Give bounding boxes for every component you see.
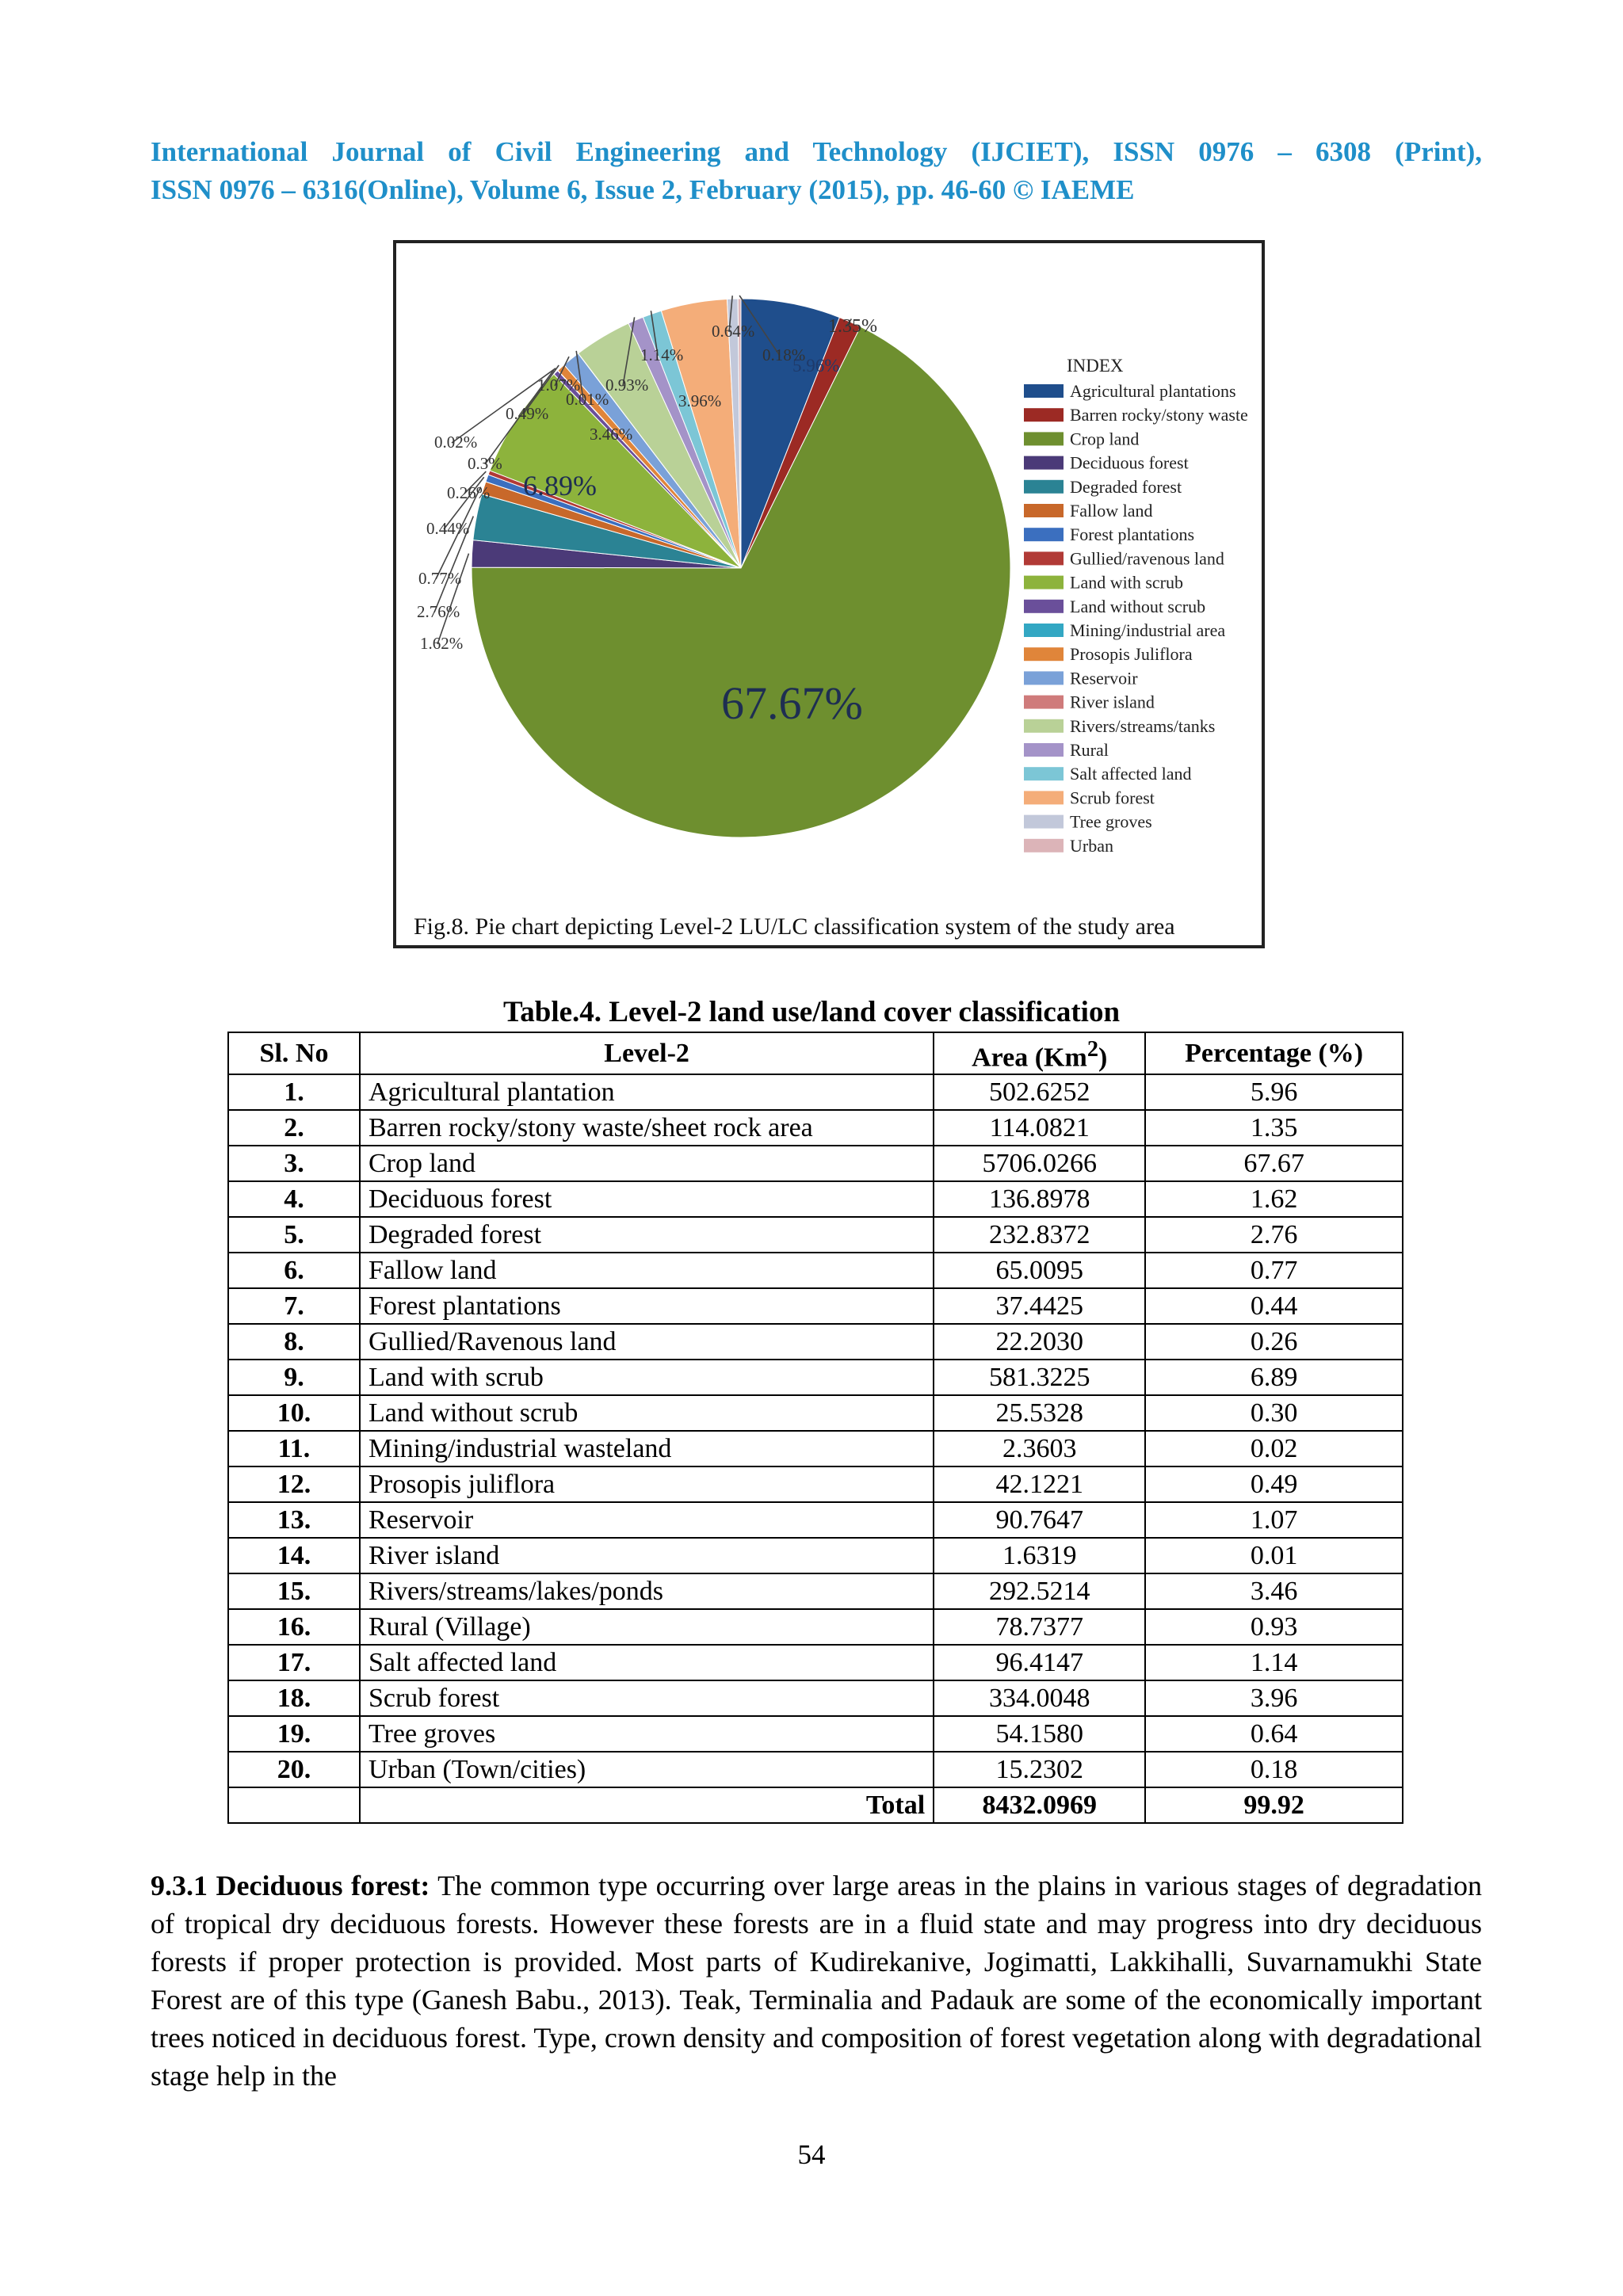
table-row (228, 1680, 1403, 1716)
cell-name: Salt affected land (360, 1645, 934, 1680)
cell-name: Agricultural plantation (360, 1074, 934, 1110)
header-area-text: Area (Km (972, 1043, 1087, 1073)
total-label: Total (360, 1787, 934, 1823)
cell-area: 54.1580 (934, 1716, 1145, 1752)
table-row (228, 1538, 1403, 1573)
total-area: 8432.0969 (934, 1787, 1145, 1823)
cell-name: River island (360, 1538, 934, 1573)
cell-name: Land without scrub (360, 1395, 934, 1431)
paragraph-text: The common type occurring over large areas in the plains in various stages of degradation of tropical dry deciduous forests. However these forests are in a fluid state and may progress into dry deciduous forests if proper protection is provided. Most parts of Kudirekanive, Jogimatti, Lakkihalli, Suvarnamukhi State Forest are of this type (Ganesh Babu., 2013). Teak, Terminalia and Padauk are some of the economically important trees noticed in deciduous forest. Type, crown density and composition of forest vegetation along with degradational stage help in the (151, 1870, 1483, 2092)
cell-name: Rural (Village) (360, 1609, 934, 1645)
cell-area: 22.2030 (934, 1324, 1145, 1360)
legend-swatch-mining-industrial-area (1024, 624, 1064, 637)
legend-label-mining-industrial-area: Mining/industrial area (1070, 620, 1226, 640)
body-paragraph (151, 1867, 1482, 2095)
header-percentage: Percentage (%) (1145, 1032, 1403, 1074)
cell-no: 11. (228, 1431, 360, 1466)
legend-swatch-gullied-ravenous-land (1024, 551, 1064, 565)
cell-no: 20. (228, 1752, 360, 1787)
slice-label-deciduous-forest: 1.62% (420, 634, 464, 653)
section-heading: 9.3.1 Deciduous forest: (151, 1870, 430, 1901)
legend-swatch-land-with-scrub (1024, 576, 1064, 589)
cell-name: Forest plantations (360, 1288, 934, 1324)
legend-label-deciduous-forest: Deciduous forest (1070, 452, 1189, 473)
cell-no: 4. (228, 1181, 360, 1217)
table-row (228, 1181, 1403, 1217)
cell-no: 15. (228, 1573, 360, 1609)
legend-label-urban: Urban (1070, 835, 1113, 856)
legend-label-river-island: River island (1070, 692, 1155, 712)
cell-pct: 0.30 (1145, 1395, 1403, 1431)
cell-no: 14. (228, 1538, 360, 1573)
slice-label-urban: 0.18% (762, 345, 806, 364)
legend-label-prosopis-juliflora: Prosopis Juliflora (1070, 644, 1193, 665)
cell-area: 15.2302 (934, 1752, 1145, 1787)
header-area-superscript: 2 (1086, 1037, 1098, 1062)
cell-no: 16. (228, 1609, 360, 1645)
slice-label-river-island: 0.01% (566, 390, 609, 409)
cell-pct: 1.35 (1145, 1110, 1403, 1146)
slice-label-scrub-forest: 3.96% (678, 391, 722, 410)
table-row (228, 1324, 1403, 1360)
cell-name: Urban (Town/cities) (360, 1752, 934, 1787)
cell-no: 7. (228, 1288, 360, 1324)
journal-header-line-1: International Journal of Civil Engineering and Technology (IJCIET), ISSN 0976 – 6308 (Print), (151, 136, 1482, 167)
cell-name: Degraded forest (360, 1217, 934, 1253)
cell-area: 37.4425 (934, 1288, 1145, 1324)
cell-area: 502.6252 (934, 1074, 1145, 1110)
journal-header-line-2: ISSN 0976 – 6316(Online), Volume 6, Issue 2, February (2015), pp. 46-60 © IAEME (151, 174, 1135, 205)
cell-no: 19. (228, 1716, 360, 1752)
header-level-2: Level-2 (360, 1032, 934, 1074)
cell-pct: 5.96 (1145, 1074, 1403, 1110)
slice-label-barren-rocky-stony-waste: 1.35% (828, 316, 877, 337)
cell-pct: 0.18 (1145, 1752, 1403, 1787)
table-row (228, 1395, 1403, 1431)
cell-no: 8. (228, 1324, 360, 1360)
slice-label-tree-groves: 0.64% (712, 322, 755, 341)
cell-area: 5706.0266 (934, 1146, 1145, 1181)
cell-no: 10. (228, 1395, 360, 1431)
table-row (228, 1146, 1403, 1181)
table-row (228, 1253, 1403, 1288)
legend-swatch-degraded-forest (1024, 480, 1064, 494)
cell-name: Scrub forest (360, 1680, 934, 1716)
legend-label-land-with-scrub: Land with scrub (1070, 572, 1183, 593)
cell-no: 2. (228, 1110, 360, 1146)
table-row (228, 1217, 1403, 1253)
cell-pct: 1.62 (1145, 1181, 1403, 1217)
cell-pct: 0.01 (1145, 1538, 1403, 1573)
header-sl-no: Sl. No (228, 1032, 360, 1074)
legend-swatch-tree-groves (1024, 815, 1064, 829)
cell-pct: 2.76 (1145, 1217, 1403, 1253)
cell-no: 3. (228, 1146, 360, 1181)
slice-label-rivers-streams-tanks: 3.46% (590, 425, 633, 444)
table-row (228, 1609, 1403, 1645)
slice-label-agricultural-plantations: 5.96% (792, 356, 840, 376)
lulc-table (227, 1032, 1403, 1824)
legend-label-degraded-forest: Degraded forest (1070, 476, 1182, 497)
slice-label-forest-plantations: 0.44% (426, 519, 470, 538)
figure-pie-chart (393, 240, 1265, 948)
legend-swatch-urban (1024, 839, 1064, 852)
slice-label-land-without-scrub: 0.3% (468, 454, 502, 473)
cell-area: 136.8978 (934, 1181, 1145, 1217)
legend-swatch-land-without-scrub (1024, 600, 1064, 613)
slice-label-crop-land: 67.67% (721, 677, 863, 729)
cell-pct: 0.02 (1145, 1431, 1403, 1466)
table-row (228, 1360, 1403, 1395)
cell-no: 6. (228, 1253, 360, 1288)
slice-label-land-with-scrub: 6.89% (523, 470, 597, 502)
slice-label-degraded-forest: 2.76% (417, 602, 460, 621)
cell-area: 78.7377 (934, 1609, 1145, 1645)
slice-label-fallow-land: 0.77% (418, 569, 462, 588)
cell-name: Gullied/Ravenous land (360, 1324, 934, 1360)
cell-pct: 0.64 (1145, 1716, 1403, 1752)
slice-label-salt-affected-land: 1.14% (640, 345, 684, 364)
cell-pct: 3.96 (1145, 1680, 1403, 1716)
cell-area: 292.5214 (934, 1573, 1145, 1609)
legend-label-tree-groves: Tree groves (1070, 811, 1152, 832)
cell-pct: 0.26 (1145, 1324, 1403, 1360)
cell-name: Deciduous forest (360, 1181, 934, 1217)
table-row (228, 1110, 1403, 1146)
table-row (228, 1645, 1403, 1680)
table-row (228, 1502, 1403, 1538)
legend-label-scrub-forest: Scrub forest (1070, 788, 1155, 808)
page-number: 54 (797, 2139, 826, 2170)
cell-no: 12. (228, 1466, 360, 1502)
legend-label-land-without-scrub: Land without scrub (1070, 596, 1206, 616)
cell-area: 114.0821 (934, 1110, 1145, 1146)
total-pct: 99.92 (1145, 1787, 1403, 1823)
legend-swatch-salt-affected-land (1024, 767, 1064, 780)
cell-area: 1.6319 (934, 1538, 1145, 1573)
cell-name: Mining/industrial wasteland (360, 1431, 934, 1466)
table-header-row (228, 1032, 1403, 1074)
legend-label-forest-plantations: Forest plantations (1070, 524, 1195, 545)
cell-name: Tree groves (360, 1716, 934, 1752)
table-row (228, 1074, 1403, 1110)
legend-swatch-rural (1024, 743, 1064, 757)
cell-pct: 0.77 (1145, 1253, 1403, 1288)
cell-pct: 1.14 (1145, 1645, 1403, 1680)
cell-name: Rivers/streams/lakes/ponds (360, 1573, 934, 1609)
cell-name: Prosopis juliflora (360, 1466, 934, 1502)
cell-name: Crop land (360, 1146, 934, 1181)
slice-label-gullied-ravenous-land: 0.26% (447, 483, 491, 502)
table-row (228, 1466, 1403, 1502)
slice-label-rural: 0.93% (605, 376, 649, 395)
legend-swatch-forest-plantations (1024, 528, 1064, 541)
cell-no: 1. (228, 1074, 360, 1110)
legend-title: INDEX (1067, 356, 1124, 376)
header-area-close: ) (1098, 1043, 1108, 1073)
cell-pct: 6.89 (1145, 1360, 1403, 1395)
legend-swatch-barren-rocky-stony-waste (1024, 408, 1064, 421)
header-area (934, 1032, 1145, 1074)
legend-label-salt-affected-land: Salt affected land (1070, 764, 1192, 784)
cell-area: 2.3603 (934, 1431, 1145, 1466)
table-row (228, 1573, 1403, 1609)
table-row (228, 1431, 1403, 1466)
table-row (228, 1716, 1403, 1752)
cell-pct: 67.67 (1145, 1146, 1403, 1181)
figure-caption: Fig.8. Pie chart depicting Level-2 LU/LC classification system of the study area (414, 913, 1175, 940)
slice-label-prosopis-juliflora: 0.49% (506, 404, 549, 423)
cell-no: 18. (228, 1680, 360, 1716)
legend-label-barren-rocky-stony-waste: Barren rocky/stony waste (1070, 405, 1248, 425)
slice-label-reservoir: 1.07% (537, 376, 581, 395)
table-total-row (228, 1787, 1403, 1823)
legend-label-crop-land: Crop land (1070, 429, 1140, 449)
cell-area: 25.5328 (934, 1395, 1145, 1431)
legend-label-rivers-streams-tanks: Rivers/streams/tanks (1070, 715, 1216, 736)
legend-swatch-river-island (1024, 696, 1064, 709)
legend-label-agricultural-plantations: Agricultural plantations (1070, 381, 1236, 401)
legend-label-reservoir: Reservoir (1070, 668, 1138, 688)
legend-swatch-reservoir (1024, 671, 1064, 685)
cell-area: 65.0095 (934, 1253, 1145, 1288)
pie-chart (396, 243, 1262, 945)
cell-name: Land with scrub (360, 1360, 934, 1395)
legend-label-fallow-land: Fallow land (1070, 501, 1153, 521)
cell-area: 42.1221 (934, 1466, 1145, 1502)
legend-swatch-fallow-land (1024, 504, 1064, 517)
cell-pct: 0.44 (1145, 1288, 1403, 1324)
cell-no: 5. (228, 1217, 360, 1253)
legend-label-gullied-ravenous-land: Gullied/ravenous land (1070, 548, 1224, 569)
legend-swatch-prosopis-juliflora (1024, 647, 1064, 661)
cell-empty (228, 1787, 360, 1823)
cell-area: 334.0048 (934, 1680, 1145, 1716)
cell-no: 13. (228, 1502, 360, 1538)
legend-label-rural: Rural (1070, 740, 1109, 760)
table-caption: Table.4. Level-2 land use/land cover classification (502, 996, 1121, 1028)
cell-name: Reservoir (360, 1502, 934, 1538)
legend-swatch-deciduous-forest (1024, 456, 1064, 470)
slice-label-mining-industrial-area: 0.02% (434, 433, 478, 452)
cell-name: Fallow land (360, 1253, 934, 1288)
cell-no: 9. (228, 1360, 360, 1395)
cell-pct: 1.07 (1145, 1502, 1403, 1538)
cell-pct: 3.46 (1145, 1573, 1403, 1609)
legend-swatch-crop-land (1024, 432, 1064, 445)
cell-no: 17. (228, 1645, 360, 1680)
cell-area: 90.7647 (934, 1502, 1145, 1538)
legend-swatch-rivers-streams-tanks (1024, 719, 1064, 733)
cell-pct: 0.49 (1145, 1466, 1403, 1502)
cell-name: Barren rocky/stony waste/sheet rock area (360, 1110, 934, 1146)
table-row (228, 1752, 1403, 1787)
legend-swatch-scrub-forest (1024, 791, 1064, 804)
table-row (228, 1288, 1403, 1324)
cell-area: 96.4147 (934, 1645, 1145, 1680)
cell-area: 581.3225 (934, 1360, 1145, 1395)
journal-header (151, 133, 1482, 209)
cell-area: 232.8372 (934, 1217, 1145, 1253)
cell-pct: 0.93 (1145, 1609, 1403, 1645)
legend-swatch-agricultural-plantations (1024, 384, 1064, 398)
